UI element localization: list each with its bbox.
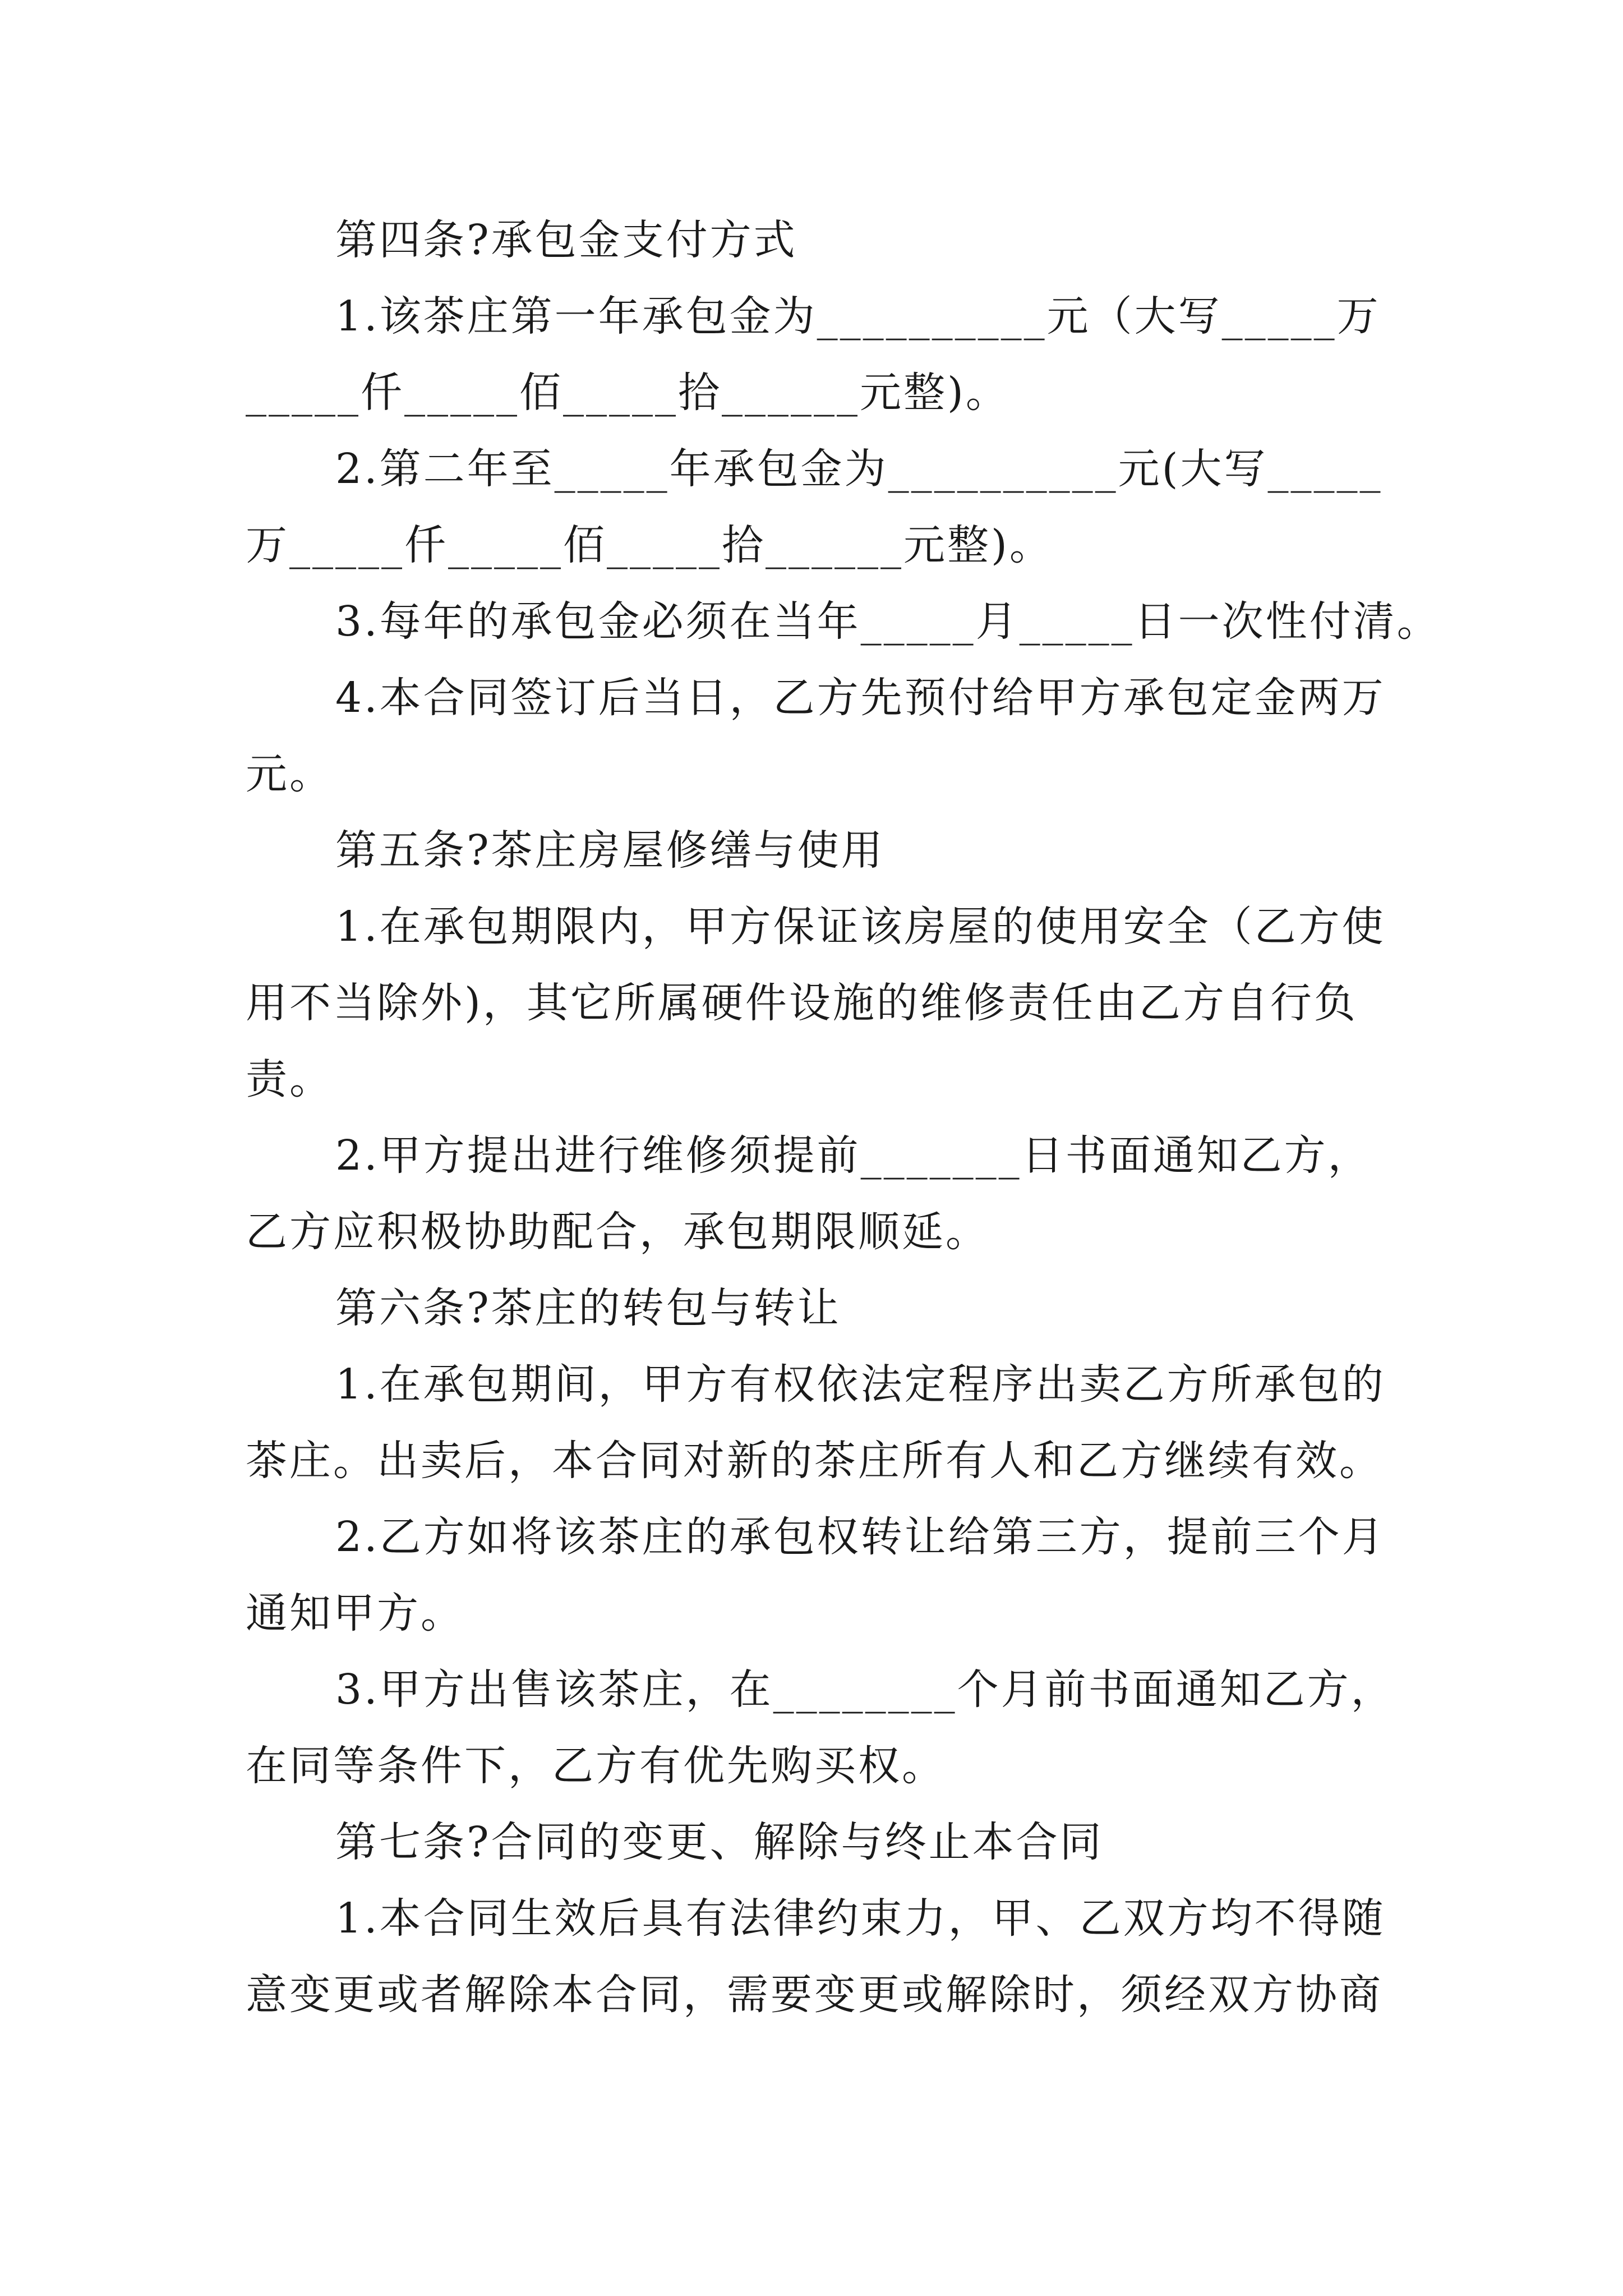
- paragraph-line: 通知甲方。: [246, 1589, 464, 1637]
- paragraph-line: 在同等条件下，乙方有优先购买权。: [246, 1742, 946, 1790]
- paragraph-line: 乙方应积极协助配合，承包期限顺延。: [246, 1208, 989, 1256]
- paragraph-line: 1.该茶庄第一年承包金为__________元（大写_____万: [335, 292, 1381, 341]
- paragraph-line: 3.每年的承包金必须在当年_____月_____日一次性付清。: [335, 597, 1441, 646]
- section-heading-article-4: 第四条?承包金支付方式: [335, 216, 797, 264]
- paragraph-line: 2.甲方提出进行维修须提前_______日书面通知乙方，: [335, 1131, 1372, 1180]
- paragraph-line: _____仟_____佰_____拾______元整)。: [246, 369, 1009, 417]
- document-body: [246, 202, 1441, 2033]
- paragraph-line: 元。: [246, 750, 333, 798]
- section-heading-article-5: 第五条?茶庄房屋修缮与使用: [335, 826, 885, 875]
- paragraph-line: 责。: [246, 1055, 333, 1103]
- paragraph-line: 4.本合同签订后当日，乙方先预付给甲方承包定金两万: [335, 674, 1386, 722]
- paragraph-line: 2.第二年至_____年承包金为__________元(大写_____: [335, 445, 1383, 493]
- paragraph-line: 1.在承包期间，甲方有权依法定程序出卖乙方所承包的: [335, 1360, 1386, 1409]
- paragraph-line: 1.本合同生效后具有法律约束力，甲、乙双方均不得随: [335, 1894, 1386, 1943]
- paragraph-line: 茶庄。出卖后，本合同对新的茶庄所有人和乙方继续有效。: [246, 1437, 1383, 1485]
- paragraph-line: 1.在承包期限内，甲方保证该房屋的使用安全（乙方使: [335, 903, 1386, 951]
- paragraph-line: 意变更或者解除本合同，需要变更或解除时，须经双方协商: [246, 1971, 1383, 2019]
- paragraph-line: 用不当除外)，其它所属硬件设施的维修责任由乙方自行负: [246, 979, 1358, 1027]
- section-heading-article-6: 第六条?茶庄的转包与转让: [335, 1284, 841, 1332]
- paragraph-line: 万_____仟_____佰_____拾______元整)。: [246, 521, 1053, 569]
- paragraph-line: 3.甲方出售该茶庄，在________个月前书面通知乙方，: [335, 1665, 1395, 1714]
- paragraph-line: 2.乙方如将该茶庄的承包权转让给第三方，提前三个月: [335, 1513, 1386, 1561]
- section-heading-article-7: 第七条?合同的变更、解除与终止本合同: [335, 1818, 1104, 1866]
